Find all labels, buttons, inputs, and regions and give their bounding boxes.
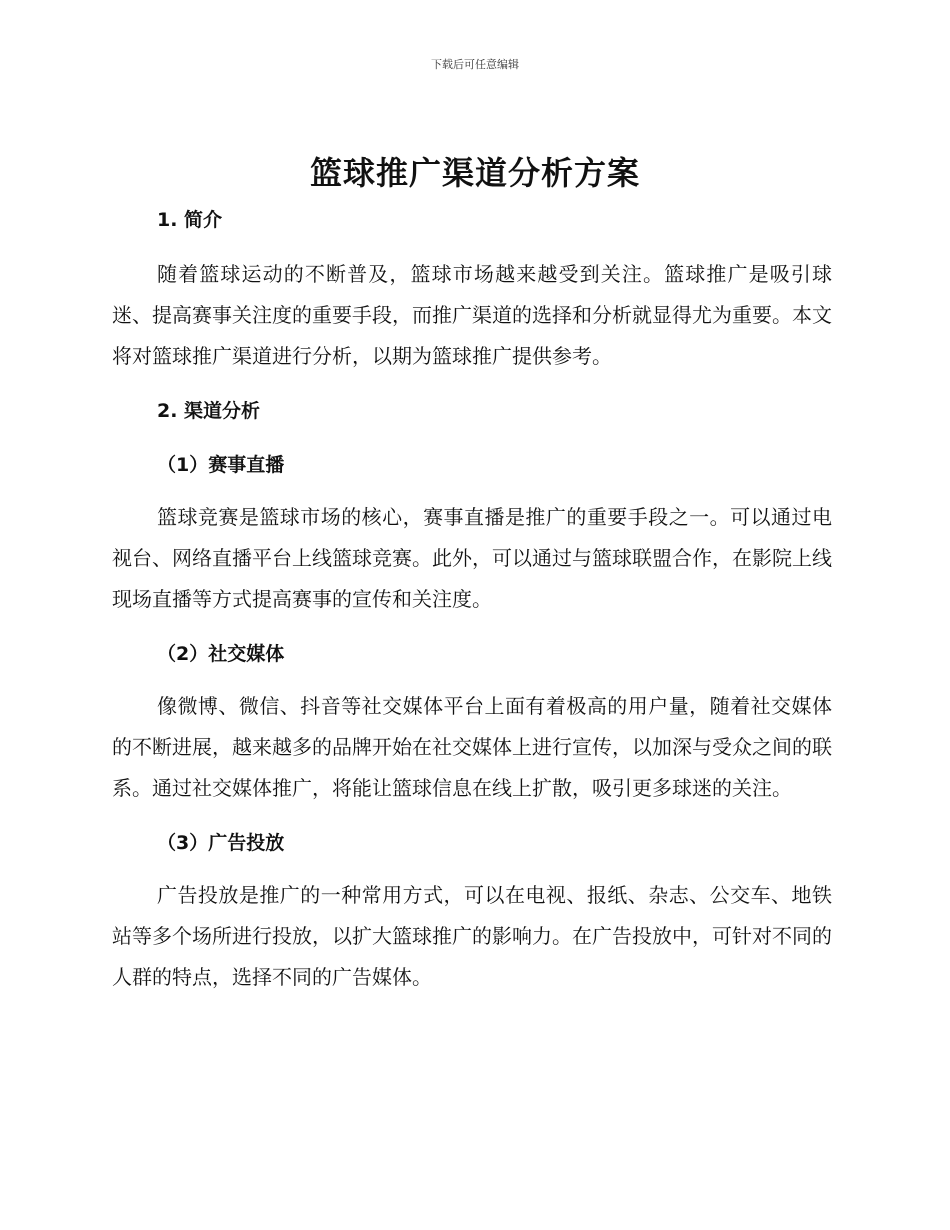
subsection-heading-social: （2）社交媒体 — [157, 643, 285, 665]
intro-paragraph: 随着篮球运动的不断普及，篮球市场越来越受到关注。篮球推广是吸引球迷、提高赛事关注度的重要手段，而推广渠道的选择和分析就显得尤为重要。本文将对篮球推广渠道进行分析，以期为篮球推广提供参考。 — [112, 262, 832, 368]
subsection-heading-ads: （3）广告投放 — [157, 832, 285, 854]
header-note: 下载后可任意编辑 — [431, 58, 519, 71]
ads-paragraph: 广告投放是推广的一种常用方式，可以在电视、报纸、杂志、公交车、地铁站等多个场所进行投放，以扩大篮球推广的影响力。在广告投放中，可针对不同的人群的特点，选择不同的广告媒体。 — [112, 883, 832, 989]
document-title: 篮球推广渠道分析方案 — [309, 154, 640, 192]
section-heading-intro: 1. 简介 — [157, 209, 223, 231]
section-heading-channels: 2. 渠道分析 — [157, 400, 261, 422]
live-paragraph: 篮球竞赛是篮球市场的核心，赛事直播是推广的重要手段之一。可以通过电视台、网络直播平台上线篮球竞赛。此外，可以通过与篮球联盟合作，在影院上线现场直播等方式提高赛事的宣传和关注度。 — [112, 505, 832, 611]
document-body — [112, 200, 832, 998]
social-paragraph: 像微博、微信、抖音等社交媒体平台上面有着极高的用户量，随着社交媒体的不断进展，越来越多的品牌开始在社交媒体上进行宣传，以加深与受众之间的联系。通过社交媒体推广，将能让篮球信息在线上扩散，吸引更多球迷的关注。 — [112, 694, 832, 800]
subsection-heading-live: （1）赛事直播 — [157, 454, 285, 476]
